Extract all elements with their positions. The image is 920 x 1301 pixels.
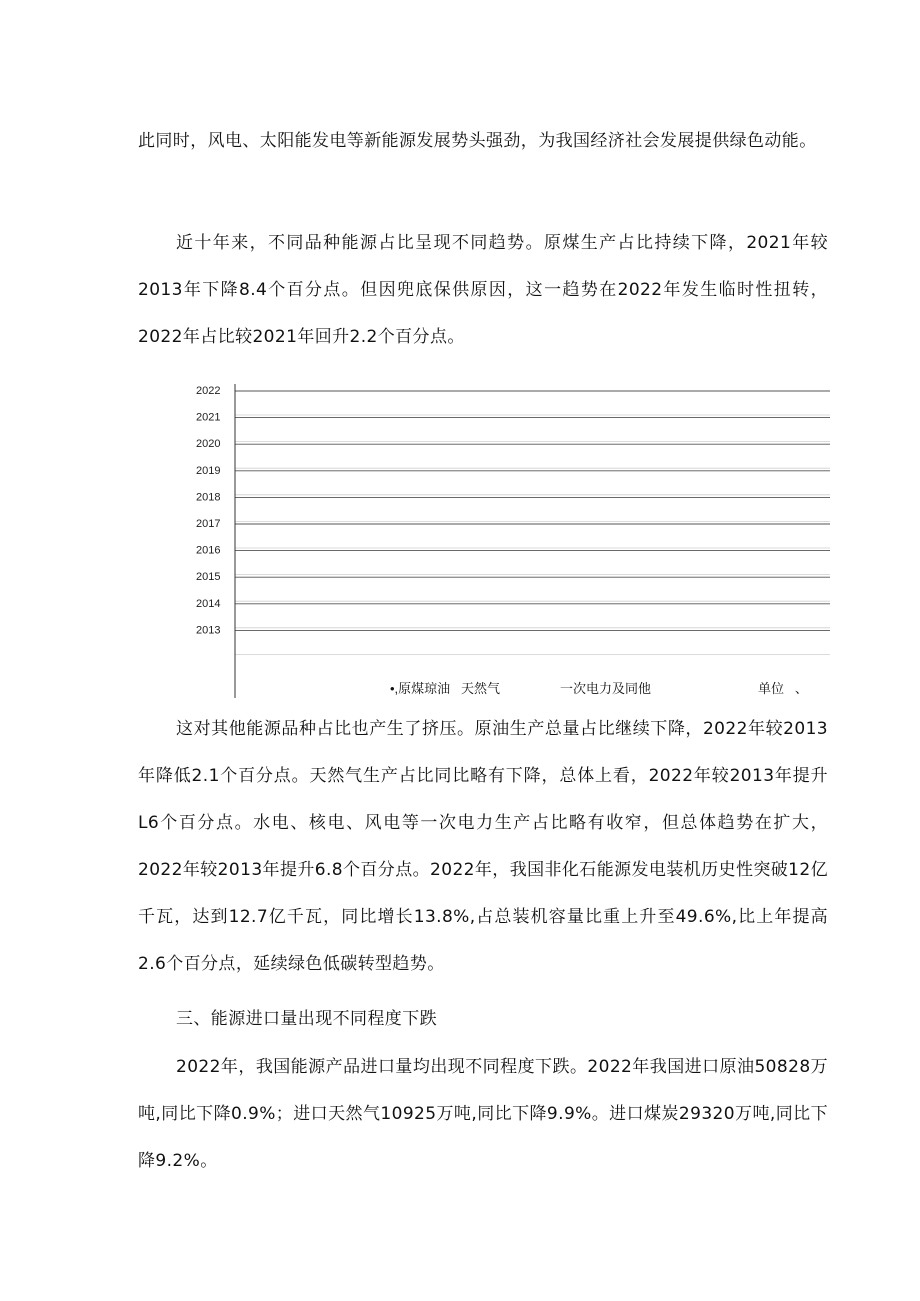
y-tick-label-2014: 2014: [196, 597, 221, 610]
y-tick-label-2019: 2019: [196, 464, 221, 477]
y-tick-label-2016: 2016: [196, 544, 221, 557]
y-tick-label-2013: 2013: [196, 624, 221, 637]
y-tick-label-2021: 2021: [196, 411, 221, 424]
energy-share-chart: [190, 378, 840, 703]
legend-item-1: •,原煤琼油 天然气: [390, 681, 500, 696]
paragraph-4: 2022年，我国能源产品进口量均出现不同程度下跌。2022年我国进口原油50828万吨,同比下降0.9%；进口天然气10925万吨,同比下降9.9%。进口煤炭29320万吨,同比下降9.2%。: [138, 1057, 828, 1171]
y-tick-label-2020: 2020: [196, 438, 221, 451]
paragraph-1: 此同时，风电、太阳能发电等新能源发展势头强劲，为我国经济社会发展提供绿色动能。: [138, 131, 817, 151]
y-tick-label-2017: 2017: [196, 518, 221, 530]
y-tick-label-2022: 2022: [196, 385, 221, 397]
legend-item-3: 单位 、: [758, 681, 808, 696]
paragraph-2: 近十年来，不同品种能源占比呈现不同趋势。原煤生产占比持续下降，2021年较2013年下降8.4个百分点。但因兜底保供原因，这一趋势在2022年发生临时性扭转，2022年占比较2021年回升2.2个百分点。: [138, 233, 828, 347]
legend-item-2: 一次电力及同他: [560, 681, 652, 696]
paragraph-3: 这对其他能源品种占比也产生了挤压。原油生产总量占比继续下降，2022年较2013年降低2.1个百分点。天然气生产占比同比略有下降，总体上看，2022年较2013年提升L6个百分点。水电、核电、风电等一次电力生产占比略有收窄，但总体趋势在扩大，2022年较2013年提升6.8个百分点。2022年，我国非化石能源发电装机历史性突破12亿千瓦，达到12.7亿千瓦，同比增长13.8%,占总装机容量比重上升至49.6%,比上年提高2.6个百分点，延续绿色低碳转型趋势。: [138, 719, 828, 974]
y-tick-label-2018: 2018: [196, 491, 221, 504]
section-heading-3: 三、能源进口量出现不同程度下跌: [176, 1009, 437, 1029]
y-tick-label-2015: 2015: [196, 571, 221, 584]
